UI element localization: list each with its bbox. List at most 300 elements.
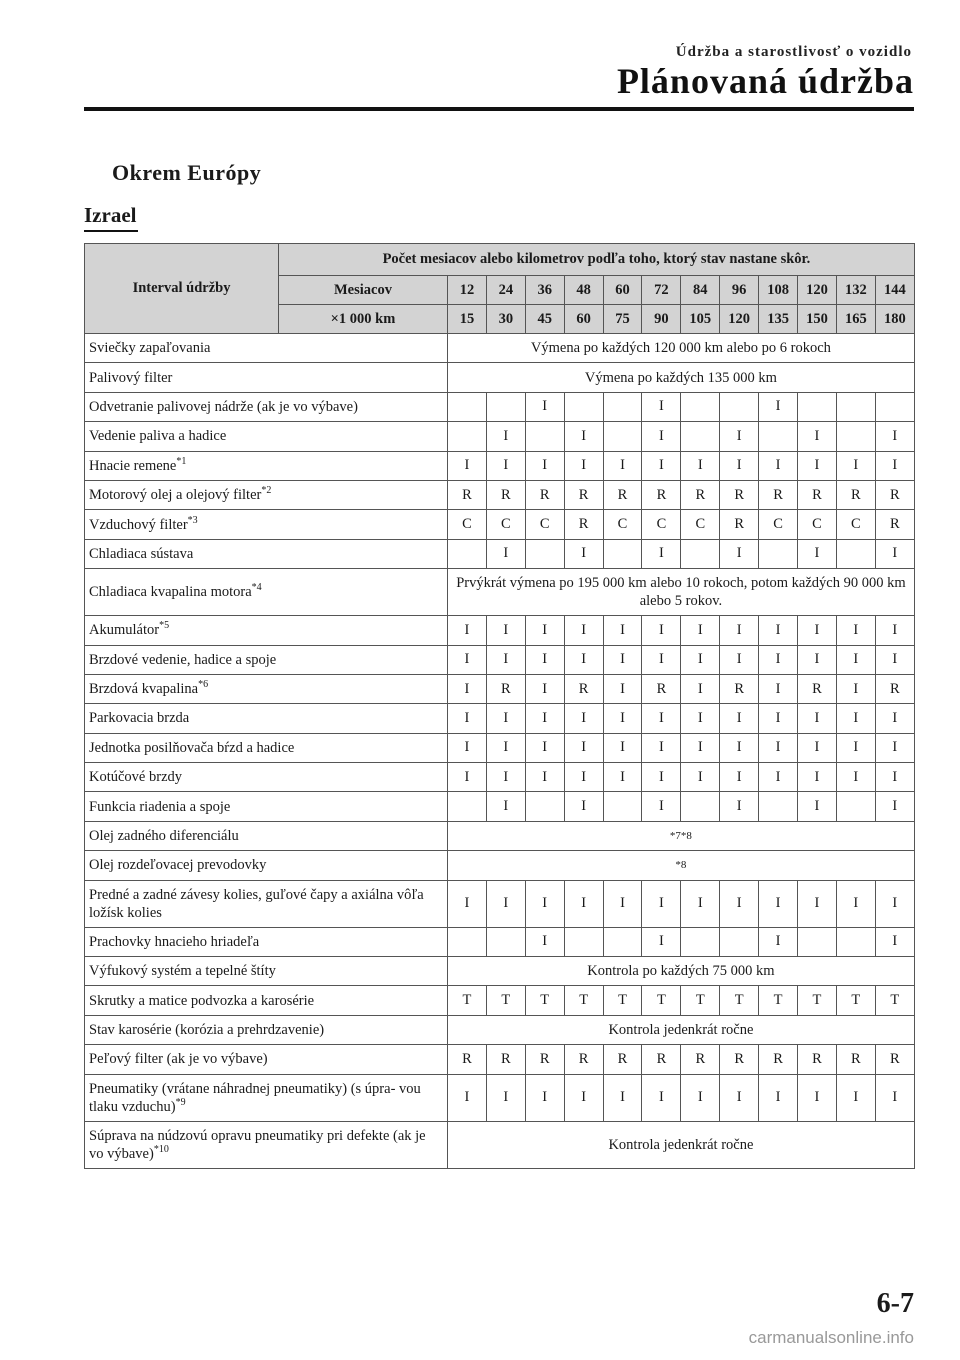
schedule-cell: I — [681, 733, 720, 762]
schedule-cell — [603, 392, 642, 421]
period-note-header: Počet mesiacov alebo kilometrov podľa toho, ktorý stav nastane skôr. — [279, 244, 915, 276]
maintenance-schedule-table — [84, 243, 915, 1169]
watermark: carmanualsonline.info — [748, 1328, 914, 1347]
row-label — [85, 957, 448, 986]
schedule-cell: I — [448, 733, 487, 762]
schedule-cell: C — [836, 510, 875, 539]
row-label-text: Motorový olej a olejový filter — [89, 487, 262, 504]
row-label-text: Chladiaca sústava — [89, 545, 194, 562]
schedule-cell — [603, 422, 642, 451]
schedule-cell: I — [525, 880, 564, 927]
schedule-cell: I — [836, 451, 875, 480]
schedule-cell: R — [875, 674, 914, 703]
schedule-cell: I — [448, 1074, 487, 1121]
schedule-cell: C — [642, 510, 681, 539]
footnote-ref: *2 — [261, 485, 272, 497]
country-title: Izrael — [84, 203, 137, 227]
merged-instruction: Výmena po každých 135 000 km — [448, 363, 915, 392]
schedule-cell: I — [681, 880, 720, 927]
km-col-8: 120 — [720, 305, 759, 334]
schedule-cell: I — [875, 422, 914, 451]
schedule-cell — [486, 927, 525, 956]
schedule-cell: R — [875, 1045, 914, 1074]
schedule-cell: I — [720, 880, 759, 927]
schedule-cell: I — [564, 539, 603, 568]
row-label-text: Brzdové vedenie, hadice a spoje — [89, 651, 277, 668]
schedule-cell: I — [681, 616, 720, 645]
schedule-cell: I — [525, 616, 564, 645]
schedule-cell: C — [525, 510, 564, 539]
schedule-cell: I — [642, 792, 681, 821]
schedule-cell: I — [798, 645, 837, 674]
row-label — [85, 645, 448, 674]
schedule-cell — [798, 927, 837, 956]
schedule-cell — [875, 392, 914, 421]
row-label-text: Súprava na núdzovú opravu pneumatiky pri defekte (ak je vo výbave) — [89, 1127, 426, 1162]
table-row — [85, 451, 915, 480]
month-col-4: 48 — [564, 276, 603, 305]
schedule-cell — [564, 927, 603, 956]
schedule-cell: I — [486, 792, 525, 821]
table-row — [85, 569, 915, 616]
row-label — [85, 733, 448, 762]
schedule-cell: C — [798, 510, 837, 539]
schedule-cell — [836, 792, 875, 821]
schedule-cell: I — [875, 880, 914, 927]
schedule-cell: I — [798, 539, 837, 568]
table-row — [85, 1121, 915, 1168]
schedule-cell — [798, 392, 837, 421]
schedule-cell: I — [798, 616, 837, 645]
schedule-cell: I — [642, 451, 681, 480]
row-label-text: Kotúčové brzdy — [89, 769, 183, 786]
schedule-cell — [836, 392, 875, 421]
schedule-cell: R — [759, 1045, 798, 1074]
schedule-cell: I — [720, 733, 759, 762]
schedule-cell: I — [836, 674, 875, 703]
km-col-10: 150 — [798, 305, 837, 334]
schedule-cell — [448, 392, 487, 421]
region-title: Okrem Európy — [112, 160, 262, 185]
schedule-cell: I — [875, 645, 914, 674]
table-row — [85, 986, 915, 1015]
schedule-cell: C — [486, 510, 525, 539]
row-label-text: Chladiaca kvapalina motora — [89, 584, 252, 601]
footnote-ref: *5 — [159, 620, 170, 632]
table-row — [85, 763, 915, 792]
schedule-cell: I — [875, 792, 914, 821]
running-head: Údržba a starostlivosť o vozidlo — [675, 44, 912, 60]
schedule-cell: R — [642, 674, 681, 703]
row-label-text: Palivový filter — [89, 369, 173, 386]
schedule-cell: I — [759, 451, 798, 480]
schedule-cell: T — [798, 986, 837, 1015]
row-label-text: Predné a zadné závesy kolies, guľové čapy a axiálna vôľa ložísk kolies — [89, 886, 424, 921]
schedule-cell: R — [486, 480, 525, 509]
schedule-cell: I — [642, 763, 681, 792]
schedule-cell: R — [642, 480, 681, 509]
schedule-cell — [448, 792, 487, 821]
schedule-cell — [603, 539, 642, 568]
months-header: Mesiacov — [279, 276, 448, 305]
footnote-instruction: *7*8 — [448, 821, 915, 850]
row-label — [85, 392, 448, 421]
schedule-cell: T — [486, 986, 525, 1015]
footnote-ref: *1 — [176, 455, 187, 467]
row-label-text: Vedenie paliva a hadice — [89, 428, 227, 445]
schedule-cell — [681, 392, 720, 421]
schedule-cell — [836, 539, 875, 568]
schedule-cell: I — [564, 733, 603, 762]
merged-instruction: Kontrola po každých 75 000 km — [448, 957, 915, 986]
schedule-cell: I — [875, 616, 914, 645]
footnote-ref: *10 — [153, 1143, 169, 1155]
schedule-cell: I — [564, 792, 603, 821]
month-col-7: 84 — [681, 276, 720, 305]
table-row — [85, 851, 915, 880]
table-row — [85, 1015, 915, 1044]
month-col-2: 24 — [486, 276, 525, 305]
schedule-cell: I — [798, 763, 837, 792]
schedule-cell: I — [603, 1074, 642, 1121]
month-col-8: 96 — [720, 276, 759, 305]
schedule-cell — [681, 422, 720, 451]
schedule-cell: I — [720, 451, 759, 480]
row-label — [85, 763, 448, 792]
schedule-cell: R — [798, 1045, 837, 1074]
row-label — [85, 880, 448, 927]
table-row — [85, 957, 915, 986]
schedule-cell: I — [448, 645, 487, 674]
schedule-cell: T — [525, 986, 564, 1015]
table-header-row-period — [85, 244, 915, 276]
schedule-cell: I — [564, 616, 603, 645]
schedule-cell: I — [486, 616, 525, 645]
schedule-cell: I — [603, 645, 642, 674]
schedule-cell: I — [448, 880, 487, 927]
schedule-cell: I — [759, 927, 798, 956]
km-col-6: 90 — [642, 305, 681, 334]
schedule-cell: I — [720, 763, 759, 792]
row-label-text: Prachovky hnacieho hriadeľa — [89, 933, 260, 950]
schedule-cell: I — [486, 1074, 525, 1121]
schedule-cell: C — [759, 510, 798, 539]
schedule-cell: I — [603, 763, 642, 792]
row-label — [85, 480, 448, 509]
km-col-2: 30 — [486, 305, 525, 334]
row-label — [85, 851, 448, 880]
month-col-6: 72 — [642, 276, 681, 305]
row-label-text: Akumulátor — [89, 622, 160, 639]
schedule-cell: I — [759, 733, 798, 762]
schedule-cell: R — [720, 510, 759, 539]
row-label-text: Brzdová kvapalina — [89, 681, 199, 698]
schedule-cell: I — [564, 1074, 603, 1121]
row-label — [85, 510, 448, 539]
schedule-cell — [759, 539, 798, 568]
schedule-cell — [525, 422, 564, 451]
schedule-cell: I — [486, 422, 525, 451]
schedule-cell: I — [681, 763, 720, 792]
km-col-7: 105 — [681, 305, 720, 334]
table-row — [85, 821, 915, 850]
schedule-cell: I — [798, 792, 837, 821]
schedule-cell: C — [603, 510, 642, 539]
row-label — [85, 1074, 448, 1121]
row-label-text: Parkovacia brzda — [89, 710, 190, 727]
table-row — [85, 674, 915, 703]
row-label-text: Odvetranie palivovej nádrže (ak je vo výbave) — [89, 398, 358, 415]
page-number: 6-7 — [876, 1288, 914, 1319]
schedule-cell: R — [836, 480, 875, 509]
schedule-cell: R — [875, 480, 914, 509]
table-row — [85, 422, 915, 451]
schedule-cell: I — [720, 422, 759, 451]
schedule-cell: I — [642, 645, 681, 674]
row-label-text: Vzduchový filter — [89, 516, 188, 533]
km-header: ×1 000 km — [279, 305, 448, 334]
row-label — [85, 569, 448, 616]
schedule-cell — [525, 792, 564, 821]
schedule-cell: I — [448, 704, 487, 733]
merged-instruction: Výmena po každých 120 000 km alebo po 6 rokoch — [448, 334, 915, 363]
row-label — [85, 1015, 448, 1044]
row-label-text: Jednotka posilňovača bŕzd a hadice — [89, 739, 295, 756]
footnote-ref: *4 — [251, 582, 262, 594]
km-col-3: 45 — [525, 305, 564, 334]
schedule-cell: I — [836, 763, 875, 792]
schedule-cell: I — [798, 1074, 837, 1121]
schedule-cell: T — [603, 986, 642, 1015]
table-row — [85, 792, 915, 821]
schedule-cell: T — [681, 986, 720, 1015]
schedule-cell: I — [720, 792, 759, 821]
table-row — [85, 539, 915, 568]
schedule-cell: R — [525, 1045, 564, 1074]
table-row — [85, 733, 915, 762]
row-label — [85, 539, 448, 568]
table-row — [85, 510, 915, 539]
schedule-cell: I — [486, 733, 525, 762]
schedule-cell: I — [759, 645, 798, 674]
schedule-cell: I — [720, 1074, 759, 1121]
schedule-cell: I — [836, 616, 875, 645]
row-label — [85, 792, 448, 821]
schedule-cell: I — [603, 704, 642, 733]
table-row — [85, 704, 915, 733]
country-underline — [84, 230, 138, 232]
schedule-cell: I — [642, 733, 681, 762]
row-label — [85, 1121, 448, 1168]
row-label-text: Olej zadného diferenciálu — [89, 828, 239, 845]
row-label — [85, 704, 448, 733]
row-label-text: Sviečky zapaľovania — [89, 340, 211, 357]
schedule-cell: T — [448, 986, 487, 1015]
schedule-cell: R — [486, 1045, 525, 1074]
table-row — [85, 616, 915, 645]
table-row — [85, 363, 915, 392]
row-label — [85, 451, 448, 480]
schedule-cell — [603, 927, 642, 956]
schedule-cell — [836, 422, 875, 451]
schedule-cell: I — [642, 1074, 681, 1121]
schedule-cell: I — [720, 616, 759, 645]
schedule-cell: I — [525, 763, 564, 792]
schedule-cell — [759, 792, 798, 821]
schedule-cell: I — [836, 1074, 875, 1121]
schedule-cell: I — [836, 704, 875, 733]
schedule-cell: T — [875, 986, 914, 1015]
schedule-cell: I — [603, 616, 642, 645]
km-col-11: 165 — [836, 305, 875, 334]
schedule-cell: I — [836, 733, 875, 762]
schedule-cell: I — [448, 674, 487, 703]
schedule-cell: I — [525, 392, 564, 421]
km-col-9: 135 — [759, 305, 798, 334]
month-col-1: 12 — [448, 276, 487, 305]
schedule-cell: R — [720, 1045, 759, 1074]
schedule-cell: I — [798, 733, 837, 762]
schedule-cell: I — [642, 880, 681, 927]
schedule-cell: R — [875, 510, 914, 539]
row-label-text: Hnacie remene — [89, 457, 177, 474]
schedule-cell: I — [525, 733, 564, 762]
schedule-cell: I — [836, 880, 875, 927]
schedule-cell: I — [759, 880, 798, 927]
schedule-cell: R — [448, 480, 487, 509]
row-label-text: Skrutky a matice podvozka a karosérie — [89, 992, 315, 1009]
schedule-cell: I — [486, 763, 525, 792]
schedule-cell: R — [603, 1045, 642, 1074]
schedule-cell: I — [875, 927, 914, 956]
schedule-cell: I — [525, 451, 564, 480]
schedule-cell: I — [720, 539, 759, 568]
month-col-11: 132 — [836, 276, 875, 305]
schedule-cell: I — [875, 704, 914, 733]
schedule-cell: I — [525, 674, 564, 703]
month-col-10: 120 — [798, 276, 837, 305]
schedule-cell: R — [642, 1045, 681, 1074]
schedule-cell — [525, 539, 564, 568]
schedule-cell: R — [798, 480, 837, 509]
schedule-cell: I — [681, 704, 720, 733]
schedule-cell: I — [759, 763, 798, 792]
row-label-text: Stav karosérie (korózia a prehrdzavenie) — [89, 1022, 325, 1038]
footnote-instruction: *8 — [448, 851, 915, 880]
schedule-cell: R — [564, 1045, 603, 1074]
km-col-4: 60 — [564, 305, 603, 334]
schedule-cell: I — [759, 616, 798, 645]
schedule-cell: I — [759, 1074, 798, 1121]
footnote-ref: *9 — [175, 1096, 186, 1108]
schedule-cell — [448, 927, 487, 956]
schedule-cell: I — [875, 763, 914, 792]
schedule-cell: R — [720, 480, 759, 509]
schedule-cell: I — [603, 674, 642, 703]
schedule-cell: R — [564, 674, 603, 703]
table-row — [85, 334, 915, 363]
schedule-cell — [836, 927, 875, 956]
interval-header: Interval údržby — [85, 244, 279, 334]
row-label-text: Funkcia riadenia a spoje — [89, 798, 231, 815]
schedule-cell: R — [798, 674, 837, 703]
schedule-cell: I — [486, 880, 525, 927]
schedule-cell: R — [681, 480, 720, 509]
schedule-cell: I — [525, 645, 564, 674]
schedule-cell — [448, 539, 487, 568]
schedule-cell: I — [564, 880, 603, 927]
schedule-cell: I — [798, 451, 837, 480]
header-rule — [84, 107, 914, 111]
schedule-cell: I — [759, 704, 798, 733]
schedule-cell: I — [525, 1074, 564, 1121]
schedule-cell: I — [642, 392, 681, 421]
schedule-cell: I — [448, 451, 487, 480]
row-label — [85, 334, 448, 363]
schedule-cell — [564, 392, 603, 421]
schedule-cell: R — [681, 1045, 720, 1074]
row-label — [85, 616, 448, 645]
schedule-cell: I — [603, 733, 642, 762]
schedule-cell: T — [720, 986, 759, 1015]
schedule-cell: T — [564, 986, 603, 1015]
row-label-text: Pneumatiky (vrátane náhradnej pneumatiky) (s úpra- vou tlaku vzduchu) — [89, 1080, 421, 1115]
footnote-ref: *6 — [198, 679, 209, 691]
schedule-cell: I — [836, 645, 875, 674]
schedule-cell: I — [642, 422, 681, 451]
row-label — [85, 927, 448, 956]
schedule-cell: I — [642, 927, 681, 956]
schedule-cell: I — [642, 704, 681, 733]
schedule-cell: I — [486, 645, 525, 674]
schedule-cell: I — [564, 645, 603, 674]
schedule-cell: I — [681, 645, 720, 674]
schedule-cell: I — [603, 880, 642, 927]
schedule-cell: C — [448, 510, 487, 539]
schedule-cell: I — [875, 539, 914, 568]
table-row — [85, 480, 915, 509]
table-row — [85, 645, 915, 674]
schedule-cell: I — [759, 392, 798, 421]
schedule-cell — [448, 422, 487, 451]
schedule-cell: C — [681, 510, 720, 539]
table-row — [85, 927, 915, 956]
schedule-cell: R — [564, 480, 603, 509]
schedule-cell — [681, 539, 720, 568]
row-label — [85, 363, 448, 392]
schedule-cell — [681, 792, 720, 821]
schedule-cell: I — [564, 704, 603, 733]
schedule-cell: R — [836, 1045, 875, 1074]
schedule-cell: I — [798, 704, 837, 733]
schedule-cell: I — [486, 451, 525, 480]
month-col-3: 36 — [525, 276, 564, 305]
merged-instruction: Kontrola jedenkrát ročne — [448, 1015, 915, 1044]
row-label-text: Výfukový systém a tepelné štíty — [89, 963, 276, 980]
schedule-cell — [603, 792, 642, 821]
km-col-5: 75 — [603, 305, 642, 334]
schedule-cell — [486, 392, 525, 421]
km-col-1: 15 — [448, 305, 487, 334]
schedule-cell: I — [603, 451, 642, 480]
schedule-cell: I — [681, 674, 720, 703]
schedule-cell: T — [642, 986, 681, 1015]
schedule-cell: I — [720, 645, 759, 674]
schedule-cell: I — [486, 704, 525, 733]
schedule-cell: I — [448, 763, 487, 792]
table-row — [85, 1045, 915, 1074]
schedule-cell: I — [448, 616, 487, 645]
